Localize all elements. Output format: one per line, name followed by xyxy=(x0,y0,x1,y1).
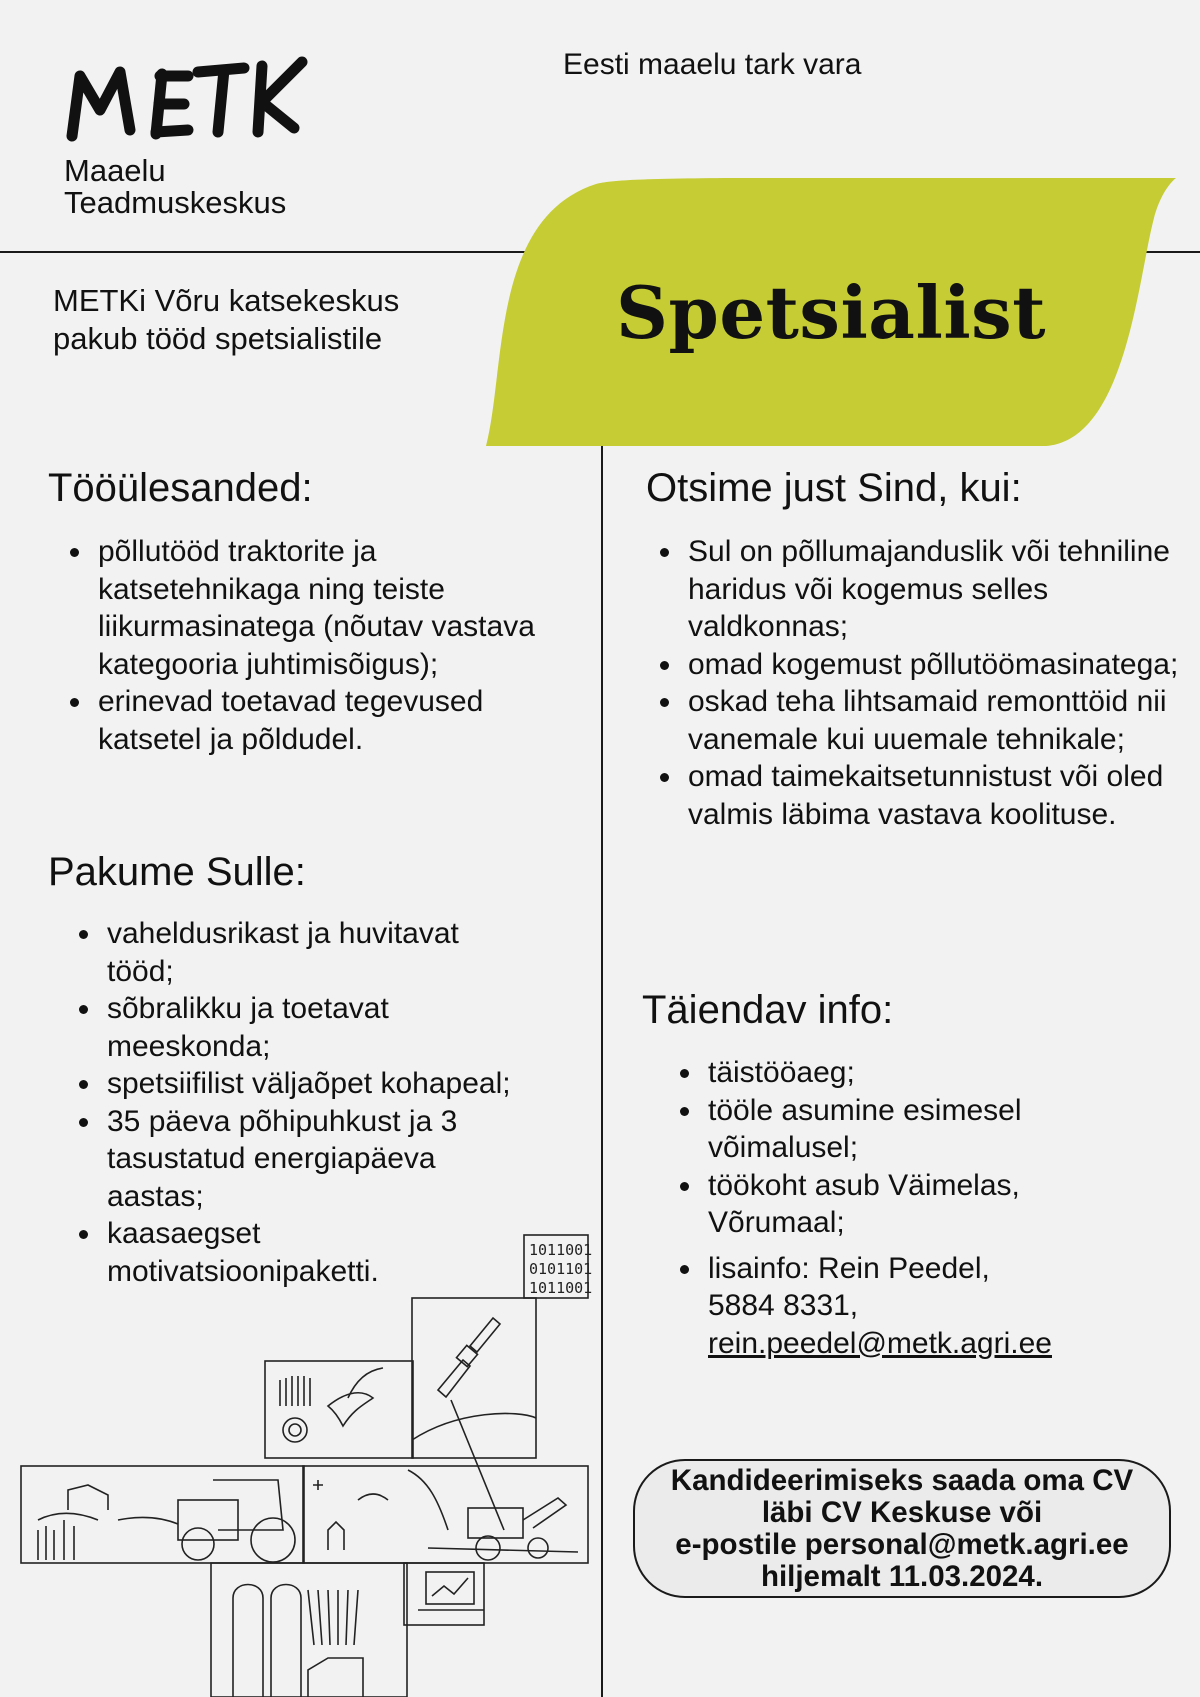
contact-email-link[interactable]: rein.peedel@metk.agri.ee xyxy=(708,1326,1052,1360)
list-item: oskad teha lihtsamaid remonttöid nii vanemale kui uuemale tehnikale; xyxy=(642,683,1182,758)
silo-panel xyxy=(211,1563,407,1697)
laptop-chart-icon xyxy=(418,1572,484,1610)
list-item: täistööaeg; xyxy=(662,1054,1132,1092)
offer-heading: Pakume Sulle: xyxy=(48,850,306,894)
tasks-list xyxy=(52,533,542,758)
list-item: spetsiifilist väljaõpet kohapeal; xyxy=(61,1065,531,1103)
intro-line2: pakub tööd spetsialistile xyxy=(53,321,383,356)
list-item: Sul on põllumajanduslik või tehniline haridus või kogemus selles valdkonnas; xyxy=(642,533,1182,646)
list-item: omad taimekaitsetunnistust või oled valmis läbima vastava koolituse. xyxy=(642,758,1182,833)
apply-line2: läbi CV Keskuse või xyxy=(761,1495,1043,1529)
list-item: kaasaegset motivatsioonipaketti. xyxy=(61,1215,531,1290)
binary-row: 1011001 xyxy=(529,1279,593,1297)
intro-text xyxy=(53,282,399,358)
agriculture-illustration xyxy=(18,1230,604,1697)
metk-logo-mark xyxy=(64,52,329,147)
list-item: töökoht asub Väimelas, Võrumaal; xyxy=(662,1167,1132,1242)
tagline: Eesti maaelu tark vara xyxy=(563,48,862,81)
apply-line1: Kandideerimiseks saada oma CV xyxy=(670,1463,1134,1497)
contact-phone: 5884 8331, xyxy=(708,1289,859,1322)
list-item: erinevad toetavad tegevused katsetel ja põldudel. xyxy=(52,683,542,758)
contact-name: lisainfo: Rein Peedel, xyxy=(708,1251,990,1285)
intro-line1: METKi Võru katsekeskus xyxy=(53,283,400,318)
info-list xyxy=(662,1054,1132,1362)
silo-icon xyxy=(233,1585,363,1697)
contact-item xyxy=(662,1250,1132,1363)
list-item: sõbralikku ja toetavat meeskonda; xyxy=(61,990,531,1065)
tractor-icon xyxy=(38,1480,295,1562)
application-box xyxy=(633,1459,1171,1598)
list-item: tööle asumine esimesel võimalusel; xyxy=(662,1092,1132,1167)
harvester-icon xyxy=(313,1470,578,1560)
info-heading: Täiendav info: xyxy=(642,988,894,1032)
list-item: 35 päeva põhipuhkust ja 3 tasustatud energiapäeva aastas; xyxy=(61,1103,531,1216)
job-title: Spetsialist xyxy=(616,269,1046,355)
org-name-line2: Teadmuskeskus xyxy=(64,185,287,220)
list-item: vaheldusrikast ja huvitavat tööd; xyxy=(61,915,531,990)
org-name-line1: Maaelu xyxy=(64,153,166,188)
apply-line4: hiljemalt 11.03.2024. xyxy=(760,1559,1044,1593)
binary-row: 1011001 xyxy=(529,1241,593,1259)
requirements-list xyxy=(642,533,1182,833)
bird-panel xyxy=(265,1361,413,1458)
binary-row: 0101101 xyxy=(529,1260,593,1278)
satellite-icon xyxy=(412,1318,536,1530)
tasks-heading: Tööülesanded: xyxy=(48,466,313,510)
apply-line3: e-postile personal@metk.agri.ee xyxy=(675,1527,1129,1561)
org-name xyxy=(64,155,286,219)
list-item: omad kogemust põllutöömasinatega; xyxy=(642,646,1182,684)
requirements-heading: Otsime just Sind, kui: xyxy=(646,466,1022,510)
metk-logo xyxy=(64,52,329,147)
satellite-panel xyxy=(412,1298,536,1458)
bird-icon xyxy=(280,1368,383,1442)
list-item: põllutööd traktorite ja katsetehnikaga ning teiste liikurmasinatega (nõutav vastava kategooria juhtimisõigus); xyxy=(52,533,542,683)
